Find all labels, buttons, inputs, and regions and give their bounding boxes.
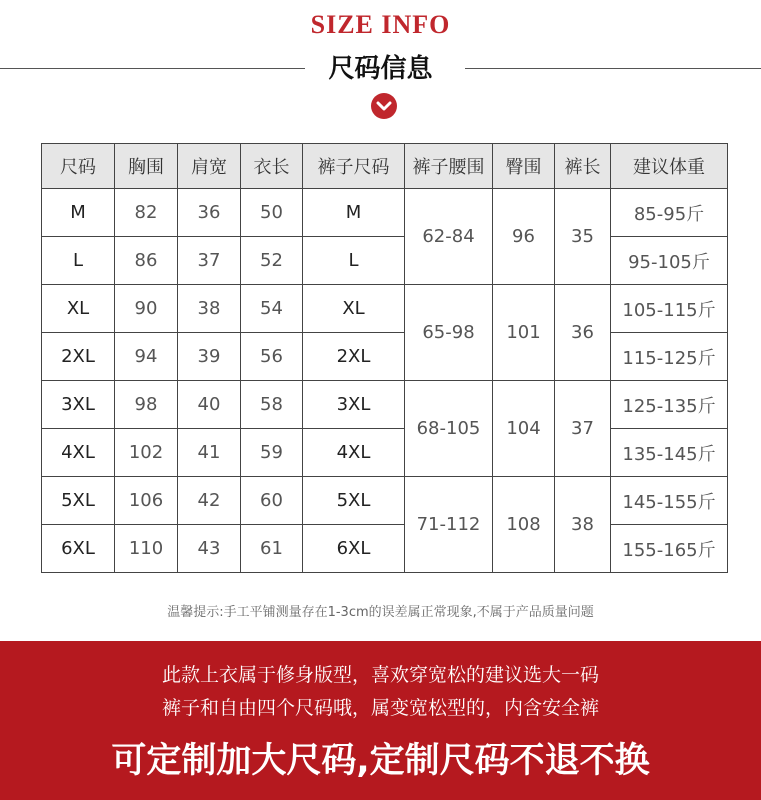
cell-size: L <box>42 237 115 285</box>
cell-waist: 71-112 <box>405 477 493 573</box>
title-en: SIZE INFO <box>310 10 451 39</box>
divider-right <box>465 68 761 69</box>
cell-pants-size: 5XL <box>303 477 405 525</box>
cell-hip: 96 <box>493 189 555 285</box>
cell-size: 3XL <box>42 381 115 429</box>
cell-weight: 125-135斤 <box>611 381 728 429</box>
table-row <box>42 189 728 237</box>
cell-shoulder: 42 <box>178 477 241 525</box>
banner-line-1: 此款上衣属于修身版型，喜欢穿宽松的建议选大一码 <box>161 664 599 686</box>
cell-pants-size: 4XL <box>303 429 405 477</box>
header-size: 尺码 <box>42 144 115 189</box>
cell-hip: 108 <box>493 477 555 573</box>
cell-shoulder: 43 <box>178 525 241 573</box>
cell-shoulder: 36 <box>178 189 241 237</box>
cell-chest: 102 <box>115 429 178 477</box>
cell-pants-length: 38 <box>555 477 611 573</box>
cell-shoulder: 41 <box>178 429 241 477</box>
cell-hip: 104 <box>493 381 555 477</box>
cell-chest: 90 <box>115 285 178 333</box>
cell-shoulder: 37 <box>178 237 241 285</box>
cell-pants-length: 37 <box>555 381 611 477</box>
cell-pants-length: 35 <box>555 189 611 285</box>
cell-shoulder: 38 <box>178 285 241 333</box>
cell-size: 6XL <box>42 525 115 573</box>
header-length: 衣长 <box>241 144 303 189</box>
cell-length: 52 <box>241 237 303 285</box>
page-title: 尺码信息 <box>328 54 433 84</box>
cell-waist: 68-105 <box>405 381 493 477</box>
cell-shoulder: 39 <box>178 333 241 381</box>
cell-waist: 65-98 <box>405 285 493 381</box>
cell-length: 61 <box>241 525 303 573</box>
cell-pants-size: XL <box>303 285 405 333</box>
table-header-row <box>42 144 728 189</box>
header-chest: 胸围 <box>115 144 178 189</box>
measurement-note: 温馨提示:手工平铺测量存在1-3cm的误差属正常现象,不属于产品质量问题 <box>167 605 594 620</box>
table-row <box>42 285 728 333</box>
cell-pants-size: 3XL <box>303 381 405 429</box>
cell-shoulder: 40 <box>178 381 241 429</box>
cell-length: 54 <box>241 285 303 333</box>
header-pants-size: 裤子尺码 <box>303 144 405 189</box>
cell-chest: 86 <box>115 237 178 285</box>
cell-weight: 115-125斤 <box>611 333 728 381</box>
cell-size: 4XL <box>42 429 115 477</box>
cell-length: 59 <box>241 429 303 477</box>
chevron-down-circle-icon <box>371 93 397 119</box>
cell-pants-size: 6XL <box>303 525 405 573</box>
cell-pants-length: 36 <box>555 285 611 381</box>
cell-length: 56 <box>241 333 303 381</box>
table-row <box>42 429 728 477</box>
table-row <box>42 525 728 573</box>
size-table <box>41 143 728 573</box>
cell-chest: 110 <box>115 525 178 573</box>
cell-pants-size: L <box>303 237 405 285</box>
header-shoulder: 肩宽 <box>178 144 241 189</box>
cell-pants-size: M <box>303 189 405 237</box>
cell-length: 60 <box>241 477 303 525</box>
table-row <box>42 237 728 285</box>
cell-weight: 95-105斤 <box>611 237 728 285</box>
table-row <box>42 333 728 381</box>
cell-weight: 105-115斤 <box>611 285 728 333</box>
cell-pants-size: 2XL <box>303 333 405 381</box>
cell-length: 58 <box>241 381 303 429</box>
cell-length: 50 <box>241 189 303 237</box>
cell-chest: 94 <box>115 333 178 381</box>
cell-weight: 145-155斤 <box>611 477 728 525</box>
header-pants-length: 裤长 <box>555 144 611 189</box>
header-waist: 裤子腰围 <box>405 144 493 189</box>
cell-size: 2XL <box>42 333 115 381</box>
cell-waist: 62-84 <box>405 189 493 285</box>
cell-weight: 135-145斤 <box>611 429 728 477</box>
cell-hip: 101 <box>493 285 555 381</box>
header-hip: 臀围 <box>493 144 555 189</box>
cell-chest: 98 <box>115 381 178 429</box>
banner-headline: 可定制加大尺码,定制尺码不退不换 <box>111 741 650 781</box>
table-row <box>42 381 728 429</box>
cell-size: 5XL <box>42 477 115 525</box>
cell-size: M <box>42 189 115 237</box>
cell-weight: 155-165斤 <box>611 525 728 573</box>
cell-size: XL <box>42 285 115 333</box>
header-weight: 建议体重 <box>611 144 728 189</box>
promo-banner <box>0 641 761 800</box>
cell-chest: 106 <box>115 477 178 525</box>
cell-chest: 82 <box>115 189 178 237</box>
cell-weight: 85-95斤 <box>611 189 728 237</box>
banner-line-2: 裤子和自由四个尺码哦，属变宽松型的，内含安全裤 <box>161 697 599 719</box>
table-row <box>42 477 728 525</box>
